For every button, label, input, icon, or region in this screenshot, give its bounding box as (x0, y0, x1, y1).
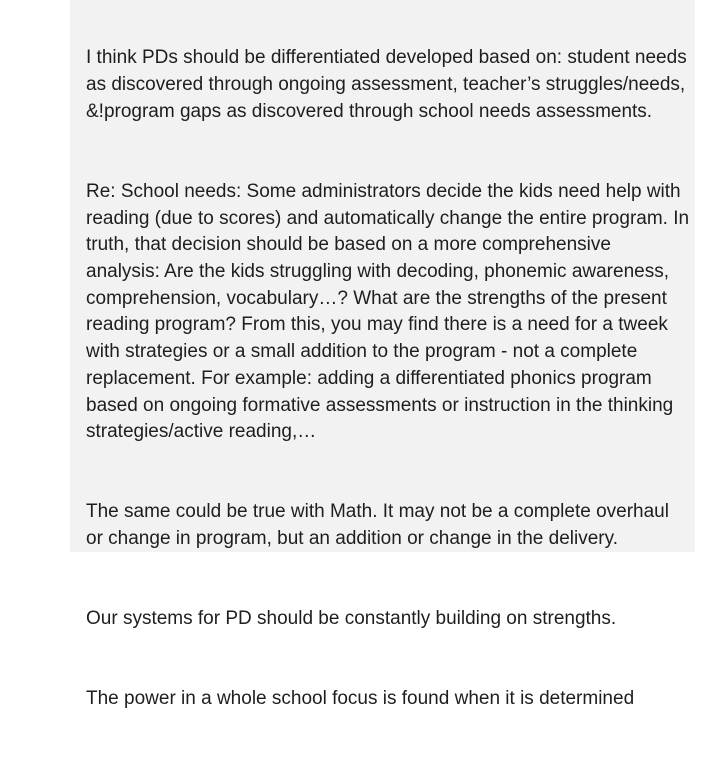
paragraph-math: The same could be true with Math. It may not be a complete overhaul or change in program, but an addition or change in the delivery. (86, 501, 675, 550)
paragraph-school-needs: Re: School needs: Some administrators decide the kids need help with reading (due to scores) and automatically change the entire program. In truth, that decision should be based on a more comprehensive analysis: Are the kids struggling with decoding, phonemic awareness, comprehension, vocabulary…? What are the strengths of the present reading program? From this, you may find there is a need for a tweek with strategies or a small addition to the program - not a complete replacement. For example: adding a differentiated phonics program based on ongoing formative assessments or instruction in the thinking strategies/active reading,… (86, 180, 695, 443)
paragraph-whole-school: The power in a whole school focus is found when it is determined (86, 688, 635, 710)
paragraph-pd-needs: I think PDs should be differentiated developed based on: student needs as discovered through ongoing assessment, teacher’s struggles/needs, &!program gaps as discovered through school needs assessments. (86, 47, 692, 122)
message-body (86, 0, 695, 766)
paragraph-pd-systems: Our systems for PD should be constantly building on strengths. (86, 608, 617, 630)
message-panel (70, 0, 695, 710)
